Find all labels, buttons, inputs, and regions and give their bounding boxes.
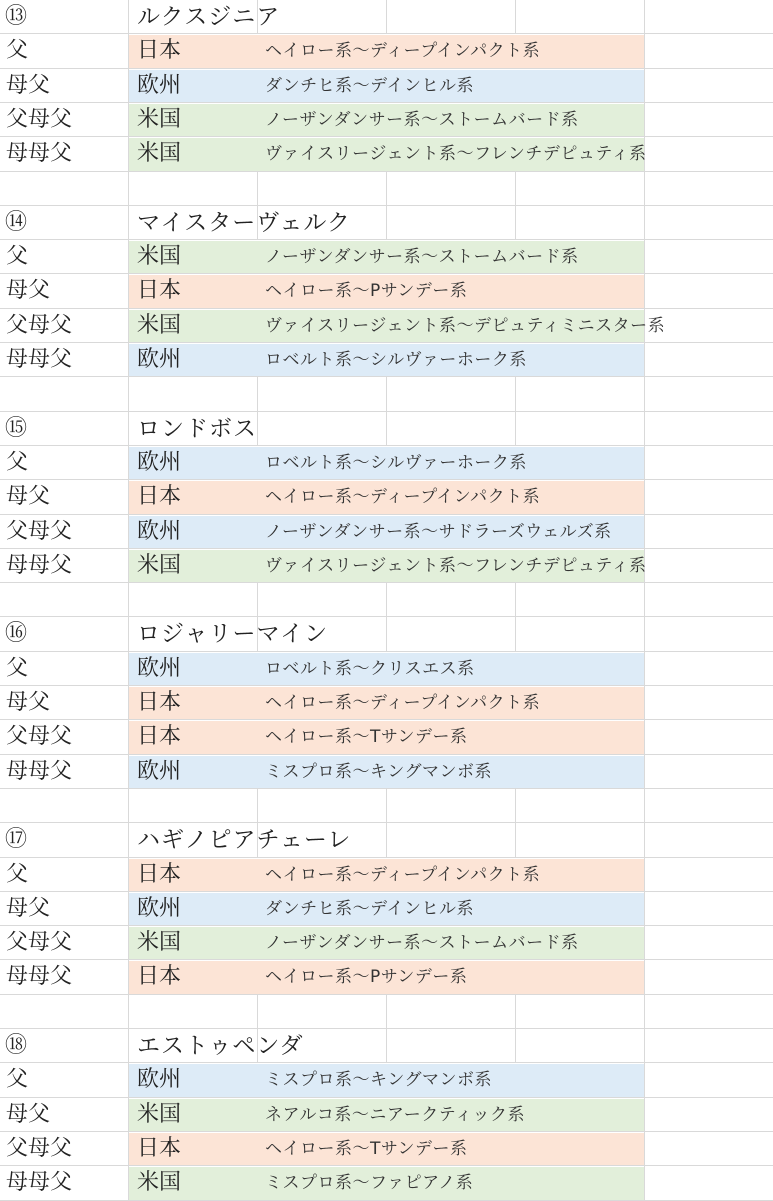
- cell-gridline: [644, 480, 645, 514]
- pedigree-row[interactable]: [0, 926, 773, 960]
- horse-header-row[interactable]: [0, 0, 773, 34]
- region-cell: 欧州: [137, 347, 182, 372]
- cell-gridline: [644, 206, 645, 240]
- region-cell: 欧州: [137, 72, 182, 98]
- sire-line-cell: ヘイロー系～Pサンデー系: [265, 281, 468, 302]
- sire-line-cell: ダンチヒ系～デインヒル系: [265, 75, 474, 96]
- cell-gridline: [128, 446, 129, 480]
- pedigree-row[interactable]: [0, 240, 773, 274]
- cell-gridline: [515, 583, 516, 617]
- region-cell: 欧州: [137, 449, 182, 475]
- relation-label: 父: [6, 655, 29, 681]
- relation-label: 父: [6, 38, 29, 64]
- sire-line-cell: ロベルト系～クリスエス系: [265, 658, 475, 679]
- cell-gridline: [128, 652, 129, 686]
- cell-gridline: [386, 206, 387, 240]
- horse-number: ⑯: [5, 621, 28, 647]
- relation-label: 母母父: [6, 1170, 73, 1196]
- sire-line-cell: ヘイロー系～Tサンデー系: [265, 727, 468, 748]
- cell-gridline: [644, 995, 645, 1029]
- horse-name: ハギノピアチェーレ: [137, 827, 352, 854]
- cell-gridline: [128, 858, 129, 892]
- pedigree-row[interactable]: [0, 755, 773, 789]
- cell-gridline: [515, 412, 516, 446]
- sire-line-cell: ヴァイスリージェント系～デピュティミニスター系: [265, 315, 666, 336]
- pedigree-row[interactable]: [0, 515, 773, 549]
- sire-line-cell: ヘイロー系～Tサンデー系: [265, 1138, 468, 1159]
- cell-gridline: [644, 69, 645, 103]
- relation-label: 母母父: [6, 964, 73, 990]
- pedigree-row[interactable]: [0, 103, 773, 137]
- cell-gridline: [644, 377, 645, 411]
- relation-label: 母母父: [6, 552, 73, 578]
- horse-header-row[interactable]: [0, 206, 773, 240]
- cell-gridline: [128, 926, 129, 960]
- cell-gridline: [128, 583, 129, 617]
- pedigree-row[interactable]: [0, 1098, 773, 1132]
- cell-gridline: [128, 377, 129, 411]
- horse-number: ⑱: [5, 1033, 28, 1058]
- cell-gridline: [386, 583, 387, 617]
- cell-gridline: [644, 1063, 645, 1097]
- cell-gridline: [515, 377, 516, 411]
- cell-gridline: [644, 617, 645, 651]
- cell-gridline: [644, 720, 645, 754]
- horse-header-row[interactable]: [0, 1029, 773, 1063]
- cell-gridline: [128, 1132, 129, 1166]
- sire-line-cell: ノーザンダンサー系～ストームバード系: [265, 247, 579, 268]
- horse-name: ルクスジニア: [137, 4, 281, 30]
- sire-line-cell: ノーザンダンサー系～ストームバード系: [265, 933, 579, 954]
- sire-line-cell: ノーザンダンサー系～ストームバード系: [265, 109, 579, 130]
- cell-gridline: [515, 0, 516, 34]
- region-cell: 日本: [137, 861, 182, 887]
- region-cell: 米国: [137, 930, 182, 956]
- cell-gridline: [644, 960, 645, 994]
- cell-gridline: [644, 172, 645, 206]
- pedigree-row[interactable]: [0, 892, 773, 926]
- sire-line-cell: ミスプロ系～ファピアノ系: [265, 1173, 474, 1194]
- region-cell: 米国: [137, 312, 182, 338]
- sire-line-cell: ダンチヒ系～デインヒル系: [265, 898, 474, 919]
- relation-label: 母父: [6, 72, 51, 98]
- cell-gridline: [515, 172, 516, 206]
- region-cell: 欧州: [137, 1067, 182, 1093]
- cell-gridline: [644, 892, 645, 926]
- cell-gridline: [644, 0, 645, 34]
- relation-label: 母母父: [6, 347, 73, 372]
- cell-gridline: [128, 960, 129, 994]
- cell-gridline: [128, 137, 129, 171]
- relation-label: 父母父: [6, 312, 73, 338]
- horse-number: ⑬: [5, 4, 28, 29]
- region-cell: 日本: [137, 964, 182, 990]
- cell-gridline: [128, 480, 129, 514]
- cell-gridline: [644, 686, 645, 720]
- horse-name: ロジャリーマイン: [137, 621, 329, 648]
- cell-gridline: [386, 823, 387, 857]
- relation-label: 父: [6, 861, 29, 887]
- region-cell: 米国: [137, 244, 182, 270]
- cell-gridline: [515, 823, 516, 857]
- relation-label: 母父: [6, 484, 51, 510]
- cell-gridline: [128, 172, 129, 206]
- region-cell: 米国: [137, 106, 182, 132]
- pedigree-row[interactable]: [0, 137, 773, 171]
- cell-gridline: [386, 789, 387, 823]
- pedigree-row[interactable]: [0, 720, 773, 754]
- pedigree-row[interactable]: [0, 652, 773, 686]
- pedigree-row[interactable]: [0, 69, 773, 103]
- cell-gridline: [515, 995, 516, 1029]
- cell-gridline: [644, 1029, 645, 1063]
- empty-row[interactable]: [0, 583, 773, 617]
- cell-gridline: [128, 995, 129, 1029]
- cell-gridline: [386, 1029, 387, 1063]
- sire-line-cell: ネアルコ系～ニアークティック系: [265, 1104, 525, 1125]
- region-cell: 日本: [137, 1135, 182, 1161]
- cell-gridline: [128, 515, 129, 549]
- pedigree-row[interactable]: [0, 1132, 773, 1166]
- relation-label: 父母父: [6, 106, 73, 132]
- cell-gridline: [128, 0, 129, 34]
- sire-line-cell: ロベルト系～シルヴァーホーク系: [265, 452, 527, 473]
- horse-name: エストゥペンダ: [137, 1033, 304, 1059]
- cell-gridline: [257, 172, 258, 206]
- cell-gridline: [644, 1098, 645, 1132]
- relation-label: 母母父: [6, 141, 73, 167]
- cell-gridline: [386, 995, 387, 1029]
- cell-gridline: [128, 789, 129, 823]
- region-cell: 日本: [137, 690, 182, 715]
- sire-line-cell: ヘイロー系～Pサンデー系: [265, 967, 468, 988]
- cell-gridline: [386, 377, 387, 411]
- cell-gridline: [644, 926, 645, 960]
- cell-gridline: [257, 789, 258, 823]
- cell-gridline: [644, 343, 645, 377]
- region-cell: 日本: [137, 278, 182, 304]
- region-cell: 欧州: [137, 518, 182, 544]
- relation-label: 父母父: [6, 1135, 73, 1161]
- relation-label: 母母父: [6, 758, 73, 784]
- cell-gridline: [128, 823, 129, 857]
- region-cell: 欧州: [137, 758, 182, 784]
- empty-row[interactable]: [0, 789, 773, 823]
- cell-gridline: [386, 172, 387, 206]
- cell-gridline: [128, 69, 129, 103]
- cell-gridline: [128, 720, 129, 754]
- sire-line-cell: ノーザンダンサー系～サドラーズウェルズ系: [265, 521, 612, 542]
- cell-gridline: [128, 1029, 129, 1063]
- cell-gridline: [644, 583, 645, 617]
- relation-label: 母父: [6, 690, 51, 715]
- region-cell: 欧州: [137, 655, 182, 681]
- horse-number: ⑰: [5, 827, 28, 853]
- cell-gridline: [644, 858, 645, 892]
- pedigree-row[interactable]: [0, 343, 773, 377]
- cell-gridline: [644, 446, 645, 480]
- horse-header-row[interactable]: [0, 617, 773, 651]
- cell-gridline: [128, 103, 129, 137]
- cell-gridline: [257, 377, 258, 411]
- pedigree-row[interactable]: [0, 446, 773, 480]
- cell-gridline: [128, 343, 129, 377]
- relation-label: 父: [6, 1067, 29, 1093]
- cell-gridline: [644, 274, 645, 308]
- cell-gridline: [128, 309, 129, 343]
- cell-gridline: [644, 34, 645, 68]
- cell-gridline: [515, 789, 516, 823]
- cell-gridline: [644, 1132, 645, 1166]
- relation-label: 父母父: [6, 518, 73, 544]
- cell-gridline: [128, 1166, 129, 1200]
- pedigree-row[interactable]: [0, 960, 773, 994]
- cell-gridline: [257, 412, 258, 446]
- pedigree-row[interactable]: [0, 549, 773, 583]
- horse-name: マイスターヴェルク: [137, 209, 351, 236]
- relation-label: 父母父: [6, 930, 73, 956]
- cell-gridline: [257, 583, 258, 617]
- cell-gridline: [515, 1029, 516, 1063]
- sire-line-cell: ヘイロー系～ディープインパクト系: [265, 41, 541, 62]
- cell-gridline: [128, 549, 129, 583]
- pedigree-row[interactable]: [0, 858, 773, 892]
- region-cell: 米国: [137, 1101, 182, 1127]
- pedigree-row[interactable]: [0, 1166, 773, 1200]
- cell-gridline: [644, 1166, 645, 1200]
- cell-gridline: [128, 274, 129, 308]
- cell-gridline: [386, 0, 387, 34]
- cell-gridline: [644, 789, 645, 823]
- pedigree-row[interactable]: [0, 309, 773, 343]
- cell-gridline: [128, 1063, 129, 1097]
- region-cell: 欧州: [137, 895, 182, 921]
- sire-line-cell: ミスプロ系～キングマンボ系: [265, 761, 492, 782]
- sire-line-cell: ヘイロー系～ディープインパクト系: [265, 487, 541, 508]
- sire-line-cell: ヴァイスリージェント系～フレンチデピュティ系: [265, 555, 647, 576]
- cell-gridline: [128, 686, 129, 720]
- cell-gridline: [128, 240, 129, 274]
- cell-gridline: [644, 240, 645, 274]
- cell-gridline: [644, 412, 645, 446]
- cell-gridline: [644, 515, 645, 549]
- horse-number: ⑮: [5, 415, 28, 441]
- cell-gridline: [128, 755, 129, 789]
- relation-label: 父母父: [6, 724, 73, 750]
- cell-gridline: [386, 617, 387, 651]
- sire-line-cell: ヘイロー系～ディープインパクト系: [265, 864, 541, 885]
- relation-label: 父: [6, 449, 29, 475]
- horse-name: ロンドボス: [137, 415, 257, 442]
- cell-gridline: [128, 412, 129, 446]
- region-cell: 米国: [137, 1170, 182, 1196]
- cell-gridline: [515, 617, 516, 651]
- pedigree-row[interactable]: [0, 480, 773, 514]
- cell-gridline: [644, 103, 645, 137]
- cell-gridline: [128, 892, 129, 926]
- cell-gridline: [386, 412, 387, 446]
- cell-gridline: [128, 34, 129, 68]
- region-cell: 米国: [137, 141, 182, 167]
- pedigree-row[interactable]: [0, 34, 773, 68]
- relation-label: 母父: [6, 278, 51, 304]
- relation-label: 母父: [6, 895, 51, 921]
- empty-row[interactable]: [0, 172, 773, 206]
- sire-line-cell: ヴァイスリージェント系～フレンチデピュティ系: [265, 144, 647, 165]
- cell-gridline: [128, 1098, 129, 1132]
- horse-header-row[interactable]: [0, 412, 773, 446]
- cell-gridline: [257, 995, 258, 1029]
- pedigree-row[interactable]: [0, 1063, 773, 1097]
- sire-line-cell: ミスプロ系～キングマンボ系: [265, 1070, 492, 1091]
- cell-gridline: [515, 206, 516, 240]
- horse-header-row[interactable]: [0, 823, 773, 857]
- pedigree-row[interactable]: [0, 274, 773, 308]
- sire-line-cell: ヘイロー系～ディープインパクト系: [265, 693, 541, 713]
- cell-gridline: [644, 823, 645, 857]
- relation-label: 父: [6, 244, 29, 270]
- pedigree-row[interactable]: [0, 686, 773, 720]
- sire-line-cell: ロベルト系～シルヴァーホーク系: [265, 350, 527, 370]
- cell-gridline: [128, 206, 129, 240]
- region-cell: 日本: [137, 724, 182, 750]
- cell-gridline: [128, 617, 129, 651]
- cell-gridline: [644, 652, 645, 686]
- horse-number: ⑭: [5, 209, 28, 235]
- region-cell: 米国: [137, 552, 182, 578]
- empty-row[interactable]: [0, 377, 773, 411]
- region-cell: 日本: [137, 484, 182, 510]
- cell-gridline: [644, 755, 645, 789]
- relation-label: 母父: [6, 1101, 51, 1127]
- empty-row[interactable]: [0, 995, 773, 1029]
- region-cell: 日本: [137, 38, 182, 64]
